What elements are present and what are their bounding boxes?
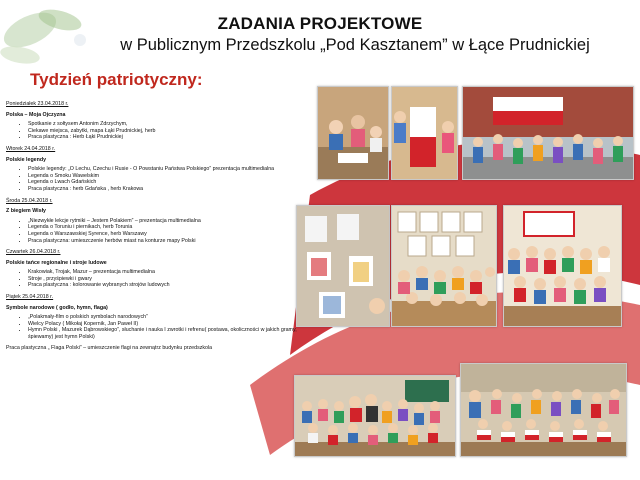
list-item: • Krakowiak, Trojak, Mazur – prezentacja multimedialna xyxy=(28,269,306,276)
day-block xyxy=(6,146,306,193)
photo-crafts-table xyxy=(296,205,390,327)
day-theme: Z biegiem Wisły xyxy=(6,208,46,215)
day-theme: Polska – Moja Ojczyzna xyxy=(6,111,66,118)
list-item: • Ciekawe miejsca, zabytki, mapa Łąki Prudnickiej, herb xyxy=(28,128,306,135)
schedule-column xyxy=(6,96,306,351)
list-item: • Stroje , przyśpiewki i gwary xyxy=(28,276,306,283)
list-item: • Hymn Polski , Mazurek Dąbrowskiego”, słuchanie i nauka I zwrotki i refrenu( postawa, okoliczności w jakich gramy, śpiewamy) jest hymn Polski) xyxy=(28,327,306,340)
list-item: • Praca plastyczna : herb Gdańska , herb Krakowa xyxy=(28,186,306,193)
day-date: Wtorek 24.04.2018 r. xyxy=(6,145,56,152)
footer-note: Praca plastyczna „ Flaga Polski” – umieszczenie flagi na zewnątrz budynku przedszkola xyxy=(6,344,213,351)
list-item: • Praca plastyczna : kolorowanie wybranych strojów ludowych xyxy=(28,282,306,289)
list-item: • „Niezwykłe lekcje rytmiki – Jestem Polakiem” – prezentacja multimedialna xyxy=(28,218,306,225)
day-theme: Symbole narodowe ( godło, hymn, flaga) xyxy=(6,304,108,311)
day-block xyxy=(6,249,306,289)
day-date: Poniedziałek 23.04.2018 r. xyxy=(6,101,69,107)
day-items xyxy=(6,269,306,289)
list-item: • „Polakmały-film o polskich symbolach narodowych” xyxy=(28,314,306,321)
list-item: • Polskie legendy: „O Lechu, Czechu i Rusie - O Powstaniu Państwa Polskiego” prezentacja multimedialna xyxy=(28,166,306,173)
list-item: • Praca plastyczna : Herb Łąki Prudnickiej xyxy=(28,134,306,141)
page-title: ZADANIA PROJEKTOWE xyxy=(217,14,423,33)
day-date: Czwartek 26.04.2018 r. xyxy=(6,249,61,256)
list-item: • Wielcy Polacy ( Mikołaj Kopernik, Jan Paweł II) xyxy=(28,321,306,328)
day-date: Piątek 25.04.2018 r. xyxy=(6,294,54,301)
day-block xyxy=(6,294,306,341)
day-block xyxy=(6,198,306,245)
day-theme: Polskie tańce regionalne i stroje ludowe xyxy=(6,259,107,266)
photo-group-flags xyxy=(460,363,627,457)
list-item: • Praca plastyczna: umieszczenie herbów miast na konturze mapy Polski xyxy=(28,238,306,245)
day-items xyxy=(6,121,306,141)
page-subtitle: w Publicznym Przedszkolu „Pod Kasztanem” w Łące Prudnickiej xyxy=(120,36,590,54)
day-items xyxy=(6,314,306,340)
photo-group-costumes xyxy=(294,375,456,457)
leaf-decoration xyxy=(0,0,110,70)
list-item: • Legenda o Warszawskiej Syrence, herb Warszawy xyxy=(28,231,306,238)
day-items xyxy=(6,166,306,192)
photo-classroom-activity xyxy=(317,86,389,180)
photo-group-with-crests xyxy=(391,205,497,327)
list-item: • Legenda o Toruniu i piernikach, herb Torunia xyxy=(28,224,306,231)
list-item: • Spotkanie z sołtysem Antonim Zdrzychym, xyxy=(28,121,306,128)
photo-flag-floor xyxy=(391,86,458,180)
day-theme: Polskie legendy xyxy=(6,156,47,163)
list-item: • Legenda o Lwach Gdańskich xyxy=(28,179,306,186)
section-heading: Tydzień patriotyczny: xyxy=(30,70,203,89)
day-date: Środa 25.04.2018 r. xyxy=(6,197,53,204)
day-items xyxy=(6,218,306,244)
day-block xyxy=(6,101,306,141)
list-item: • Legenda o Smoku Wawelskim xyxy=(28,173,306,180)
photo-group-red-wall xyxy=(503,205,622,327)
photo-outdoor-group-flag xyxy=(462,86,634,180)
